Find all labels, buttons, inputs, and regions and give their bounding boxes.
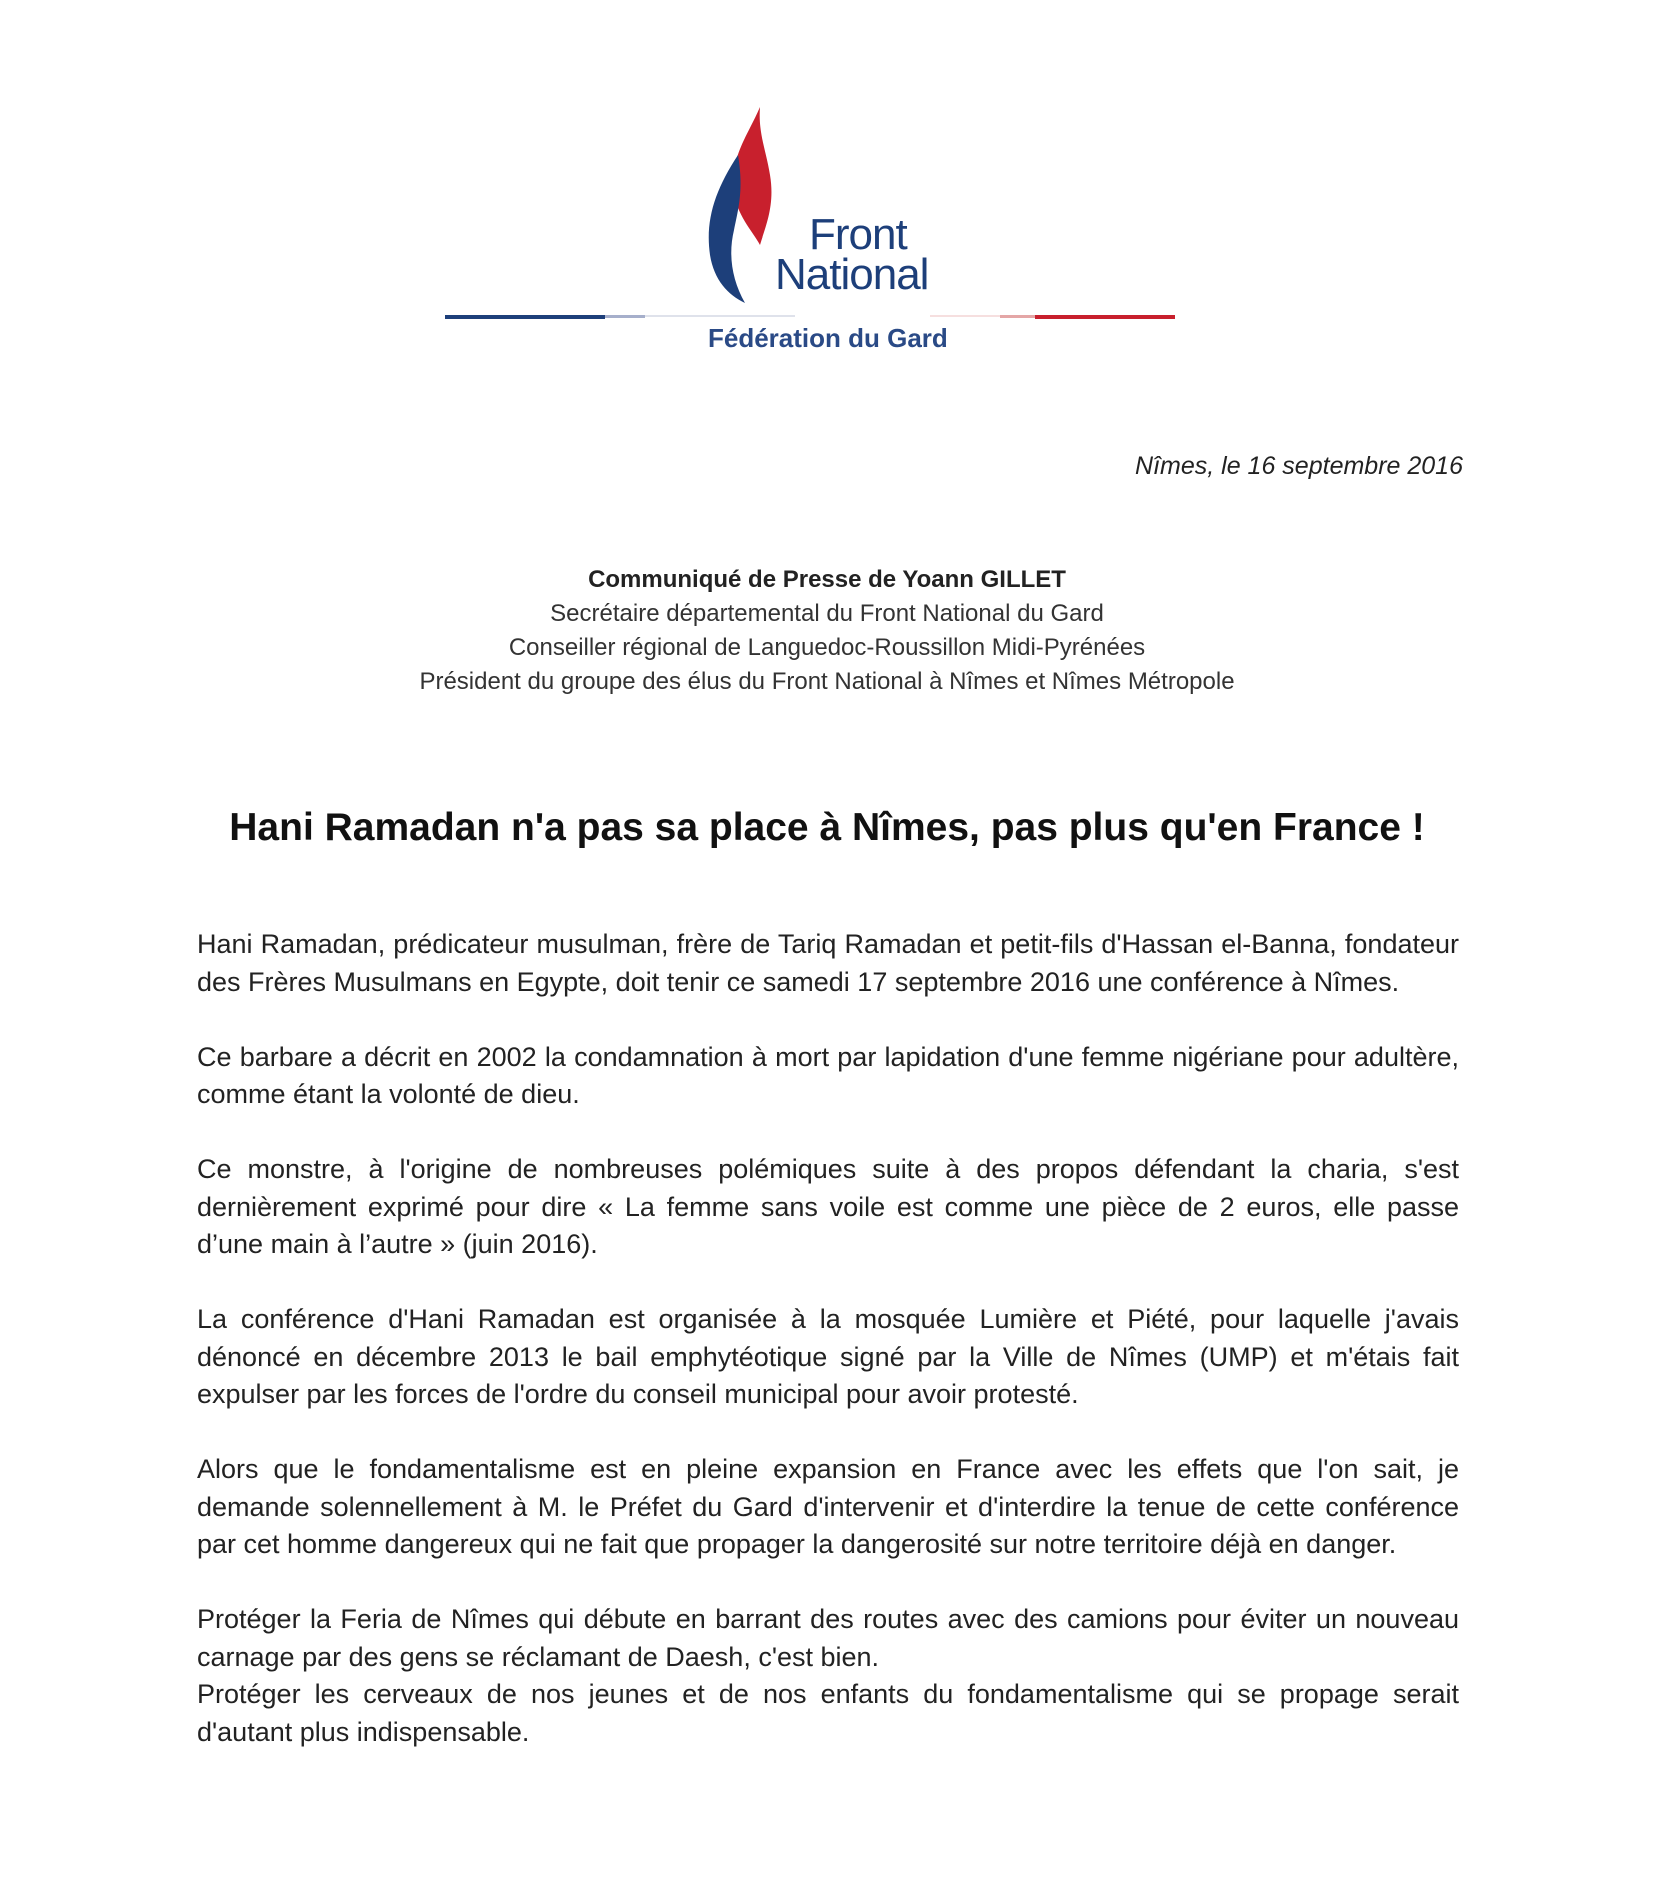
- press-release-title: Communiqué de Presse de Yoann GILLET: [588, 566, 1066, 593]
- logo-federation-text: Fédération du Gard: [708, 323, 948, 353]
- document-date: Nîmes, le 16 septembre 2016: [1135, 452, 1463, 480]
- paragraph: Hani Ramadan, prédicateur musulman, frère de Tariq Ramadan et petit-fils d'Hassan el-Banna, fondateur des Frères Musulmans en Egypte, doit tenir ce samedi 17 septembre 2016 une conférence à Nîmes.: [197, 929, 1459, 997]
- paragraph: Protéger les cerveaux de nos jeunes et de nos enfants du fondamentalisme qui se propage serait d'autant plus indispensable.: [197, 1679, 1459, 1747]
- paragraph: Alors que le fondamentalisme est en pleine expansion en France avec les effets que l'on sait, je demande solennellement à M. le Préfet du Gard d'intervenir et d'interdire la tenue de cette conférence par cet homme dangereux qui ne fait que propager la dangerosité sur notre territoire déjà en danger.: [197, 1454, 1459, 1559]
- logo-front-text: Front: [809, 210, 907, 259]
- front-national-logo: [430, 95, 1230, 365]
- headline: Hani Ramadan n'a pas sa place à Nîmes, pas plus qu'en France !: [229, 806, 1425, 849]
- header-line: Président du groupe des élus du Front National à Nîmes et Nîmes Métropole: [419, 668, 1235, 695]
- logo-national-text: National: [775, 250, 929, 299]
- paragraph: Ce barbare a décrit en 2002 la condamnation à mort par lapidation d'une femme nigériane pour adultère, comme étant la volonté de dieu.: [197, 1041, 1459, 1109]
- header-line: Conseiller régional de Languedoc-Roussillon Midi-Pyrénées: [508, 634, 1146, 661]
- press-release-header: [0, 563, 1654, 699]
- paragraph: Protéger la Feria de Nîmes qui débute en barrant des routes avec des camions pour éviter un nouveau carnage par des gens se réclamant de Daesh, c'est bien.: [197, 1604, 1459, 1672]
- paragraph: Ce monstre, à l'origine de nombreuses polémiques suite à des propos défendant la charia, s'est dernièrement exprimé pour dire « La femme sans voile est comme une pièce de 2 euros, elle passe d’une main à l’autre » (juin 2016).: [197, 1154, 1459, 1259]
- header-line: Secrétaire départemental du Front National du Gard: [550, 600, 1104, 627]
- paragraph: La conférence d'Hani Ramadan est organisée à la mosquée Lumière et Piété, pour laquelle j'avais dénoncé en décembre 2013 le bail emphytéotique signé par la Ville de Nîmes (UMP) et m'étais fait expulser par les forces de l'ordre du conseil municipal pour avoir protesté.: [197, 1304, 1459, 1409]
- body-text: [197, 926, 1459, 1789]
